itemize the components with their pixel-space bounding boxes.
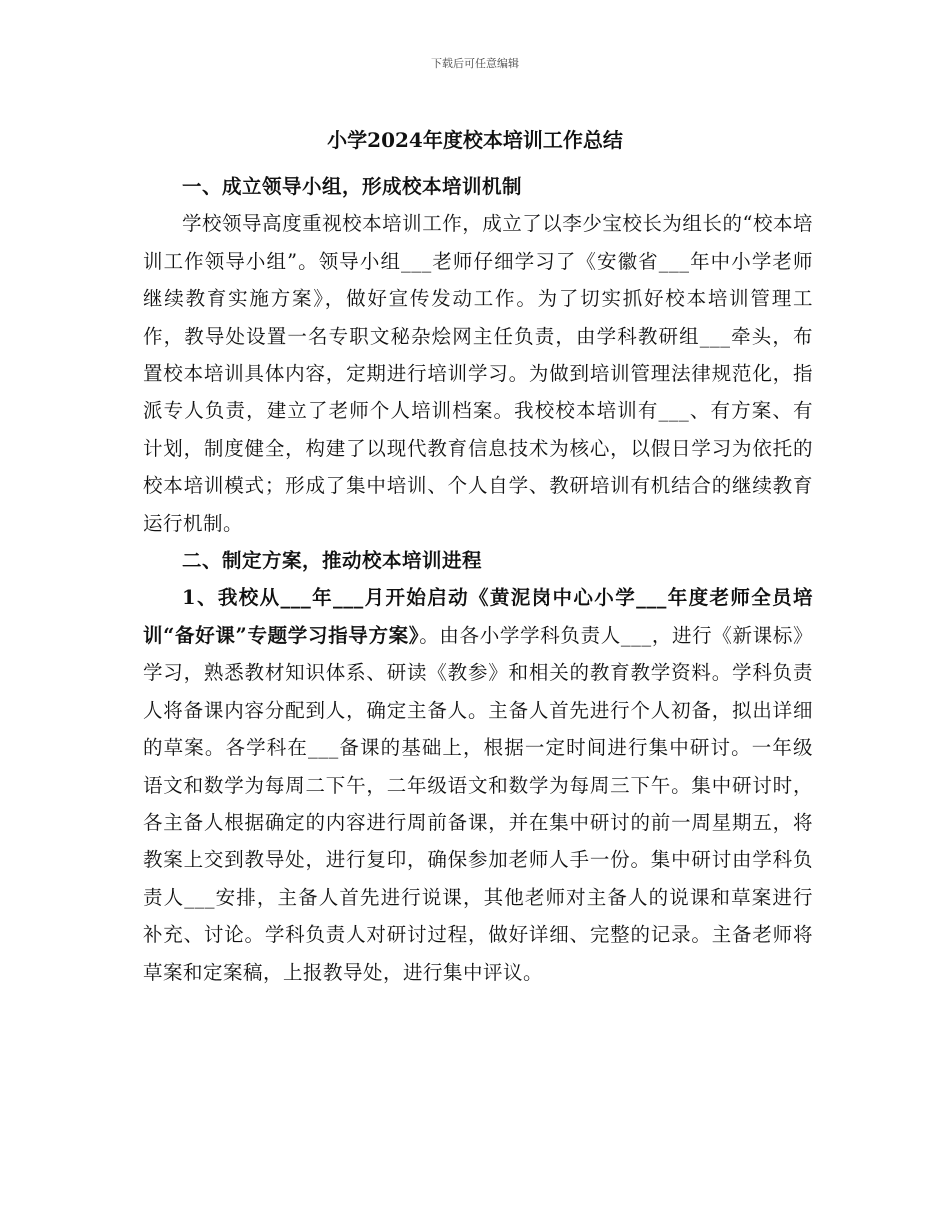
document-body bbox=[143, 168, 813, 991]
section-2-paragraph-body: 。由各小学学科负责人___，进行《新课标》学习，熟悉教材知识体系、研读《教参》和相关的教育教学资料。学科负责人将备课内容分配到人，确定主备人。主备人首先进行个人初备，拟出详细的草案。各学科在___备课的基础上，根据一定时间进行集中研讨。一年级语文和数学为每周二下午，二年级语文和数学为每周三下午。集中研讨时，各主备人根据确定的内容进行周前备课，并在集中研讨的前一周星期五，将教案上交到教导处，进行复印，确保参加老师人手一份。集中研讨由学科负责人___安排，主备人首先进行说课，其他老师对主备人的说课和草案进行补充、讨论。学科负责人对研讨过程，做好详细、完整的记录。主备老师将草案和定案稿，上报教导处，进行集中评议。 bbox=[143, 623, 813, 984]
section-2-paragraph-lead: 1、我校从___年___月开始启动《黄泥岗中心小学___年度老师全员培训“备好课”专题学习指导方案》 bbox=[143, 586, 813, 647]
section-1-heading: 一、成立领导小组，形成校本培训机制 bbox=[182, 175, 523, 198]
section-2-paragraph bbox=[143, 579, 813, 990]
section-1-paragraph: 学校领导高度重视校本培训工作，成立了以李少宝校长为组长的“校本培训工作领导小组”。领导小组___老师仔细学习了《安徽省___年中小学老师继续教育实施方案》，做好宣传发动工作。为了切实抓好校本培训管理工作，教导处设置一名专职文秘杂烩网主任负责，由学科教研组___牵头，布置校本培训具体内容，定期进行培训学习。为做到培训管理法律规范化，指派专人负责，建立了老师个人培训档案。我校校本培训有___、有方案、有计划，制度健全，构建了以现代教育信息技术为核心，以假日学习为依托的校本培训模式；形成了集中培训、个人自学、教研培训有机结合的继续教育运行机制。 bbox=[143, 212, 813, 535]
section-2-heading: 二、制定方案，推动校本培训进程 bbox=[182, 549, 483, 573]
document-title: 小学2024年度校本培训工作总结 bbox=[327, 128, 623, 152]
header-note: 下载后可任意编辑 bbox=[431, 57, 519, 70]
